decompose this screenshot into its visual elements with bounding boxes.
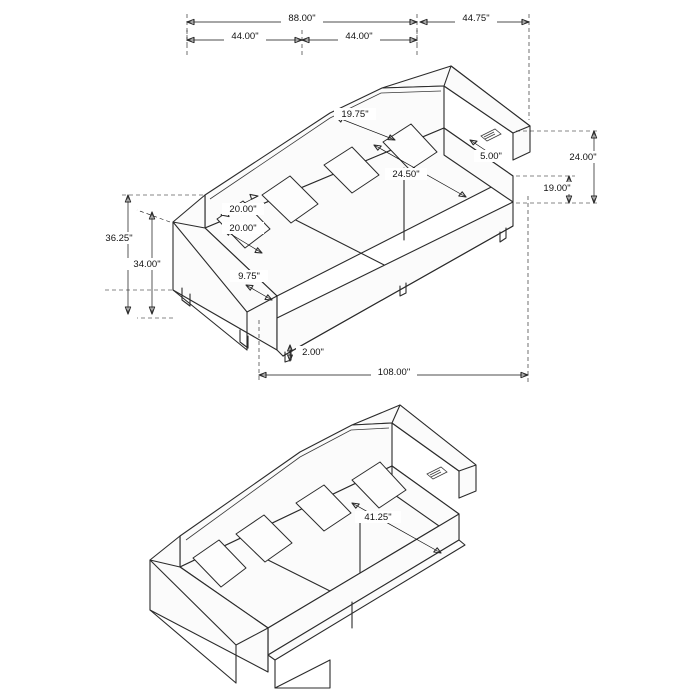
- dim-overall-height-right: 24.00": [569, 152, 597, 163]
- dim-seat-back-height-right: 19.00": [543, 183, 571, 194]
- dim-seat-section-left: 44.00": [231, 31, 259, 42]
- dim-chaise-depth-top: 44.75": [462, 13, 490, 24]
- dim-arm-height-left: 34.00": [133, 259, 161, 270]
- dim-armrest-width-right: 5.00": [480, 151, 502, 162]
- dim-pillow-diagonal: 19.75": [341, 109, 369, 120]
- dim-leg-height: 2.00": [302, 347, 324, 358]
- bottom-view-sofa: [150, 405, 476, 688]
- dim-overall-length: 108.00": [377, 367, 411, 378]
- dim-pillow-height: 20.00": [229, 223, 257, 234]
- dim-overall-back-width: 88.00": [288, 13, 316, 24]
- dim-overall-height-left: 36.25": [105, 233, 133, 244]
- dim-seat-depth: 24.50": [392, 169, 420, 180]
- dim-seat-section-right: 44.00": [345, 31, 373, 42]
- dim-sleeper-depth: 41.25": [364, 512, 392, 523]
- dim-pillow-width: 20.00": [229, 204, 257, 215]
- dim-arm-thickness: 9.75": [238, 271, 260, 282]
